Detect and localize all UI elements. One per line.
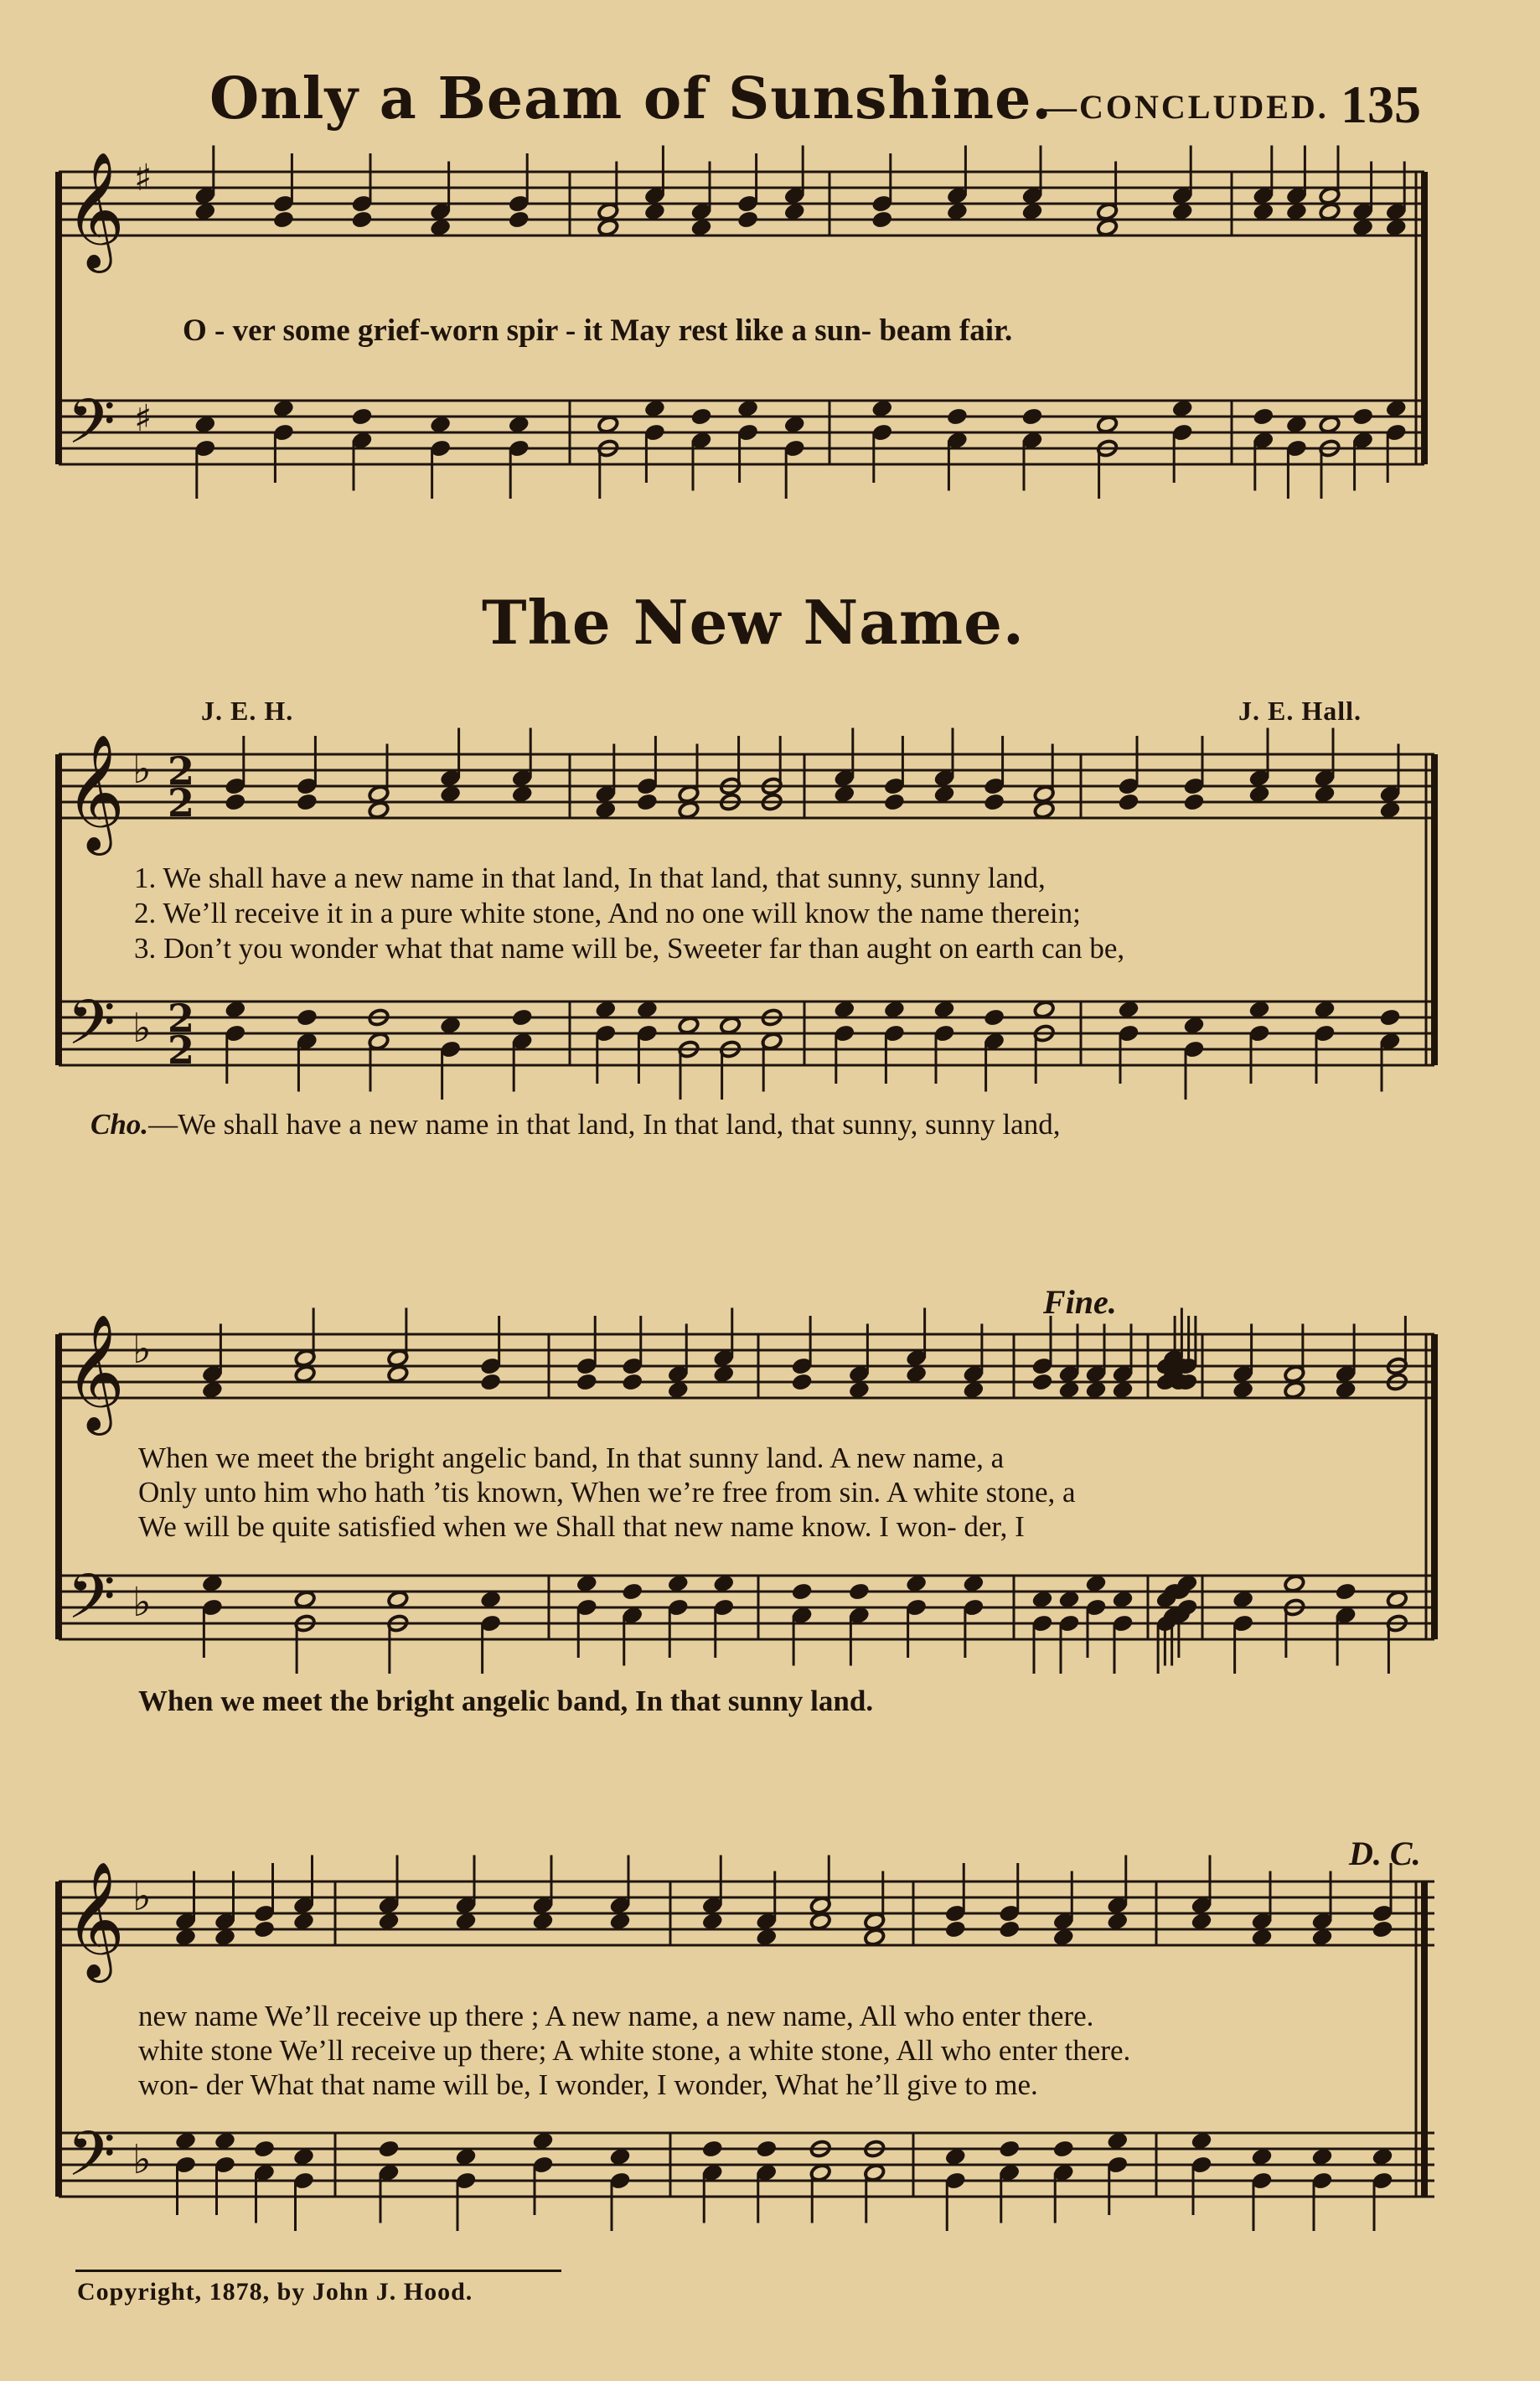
chorus-label: Cho. [90,1108,149,1141]
note-head [1372,2147,1393,2166]
note-head [294,1364,316,1384]
system1-verse1: 1. We shall have a new name in that land, In that land, that sunny, sunny land, [134,862,1046,894]
flat-icon: ♭ [132,1005,152,1052]
note-head [430,218,452,237]
note-head [440,784,462,804]
note-head [1171,399,1193,418]
note-head [643,202,665,221]
system1-chorus [90,1108,1060,1141]
note-head [1021,202,1043,221]
note-head [944,1920,966,1939]
note-head [351,210,373,230]
note-head [296,793,318,812]
chorus-text: —We shall have a new name in that land, In that land, that sunny, sunny land, [148,1108,1061,1141]
treble-clef-icon: 𝄞 [65,1314,125,1431]
note-head [1171,202,1193,221]
copyright-notice: Copyright, 1878, by John J. Hood. [77,2278,473,2306]
note-head [253,2140,275,2159]
note-head [1335,1380,1357,1400]
note-head [690,218,712,237]
note-head [636,1000,658,1019]
note-head [455,2147,477,2166]
note-head [713,1574,735,1593]
note-head [1097,415,1119,434]
note-head [643,399,665,418]
note-head [667,1380,689,1400]
note-head [1233,1590,1254,1609]
system3-verse2: white stone We’ll receive up there; A white stone, a white stone, All who enter there. [138,2034,1131,2067]
note-head [848,1380,870,1400]
section1-lyric: O - ver some grief-worn spir - it May rest like a sun- beam fair. [183,313,1013,348]
note-head [1335,1582,1357,1602]
system2-verse1: When we meet the bright angelic band, In that sunny land. A new name, a [138,1442,1005,1474]
note-head [387,1590,409,1609]
note-head [1031,1373,1053,1392]
treble-clef-icon: 𝄞 [65,734,125,851]
note-head [292,1912,314,1931]
note-head [678,800,700,820]
note-head [636,793,658,812]
note-head [511,784,533,804]
note-head [933,1000,955,1019]
note-head [848,1582,870,1602]
note-head [1033,1000,1055,1019]
note-head [1285,202,1307,221]
note-head [946,407,968,427]
note-head [576,1574,597,1593]
note-head [1052,2140,1074,2159]
note-head [1314,1000,1336,1019]
note-head [253,1920,275,1939]
time-signature-bottom: 2 [168,1027,195,1073]
system2-verse2: Only unto him who hath ’tis known, When we’re free from sin. A white stone, a [138,1476,1076,1509]
note-head [963,1380,984,1400]
note-head [871,210,893,230]
page-number: 135 [1341,75,1421,134]
note-head [576,1373,597,1392]
note-head [1319,415,1341,434]
note-head [1248,1000,1270,1019]
note-head [871,399,893,418]
note-head [1284,1574,1305,1593]
note-head [1118,1000,1139,1019]
note-head [667,1574,689,1593]
note-head [609,2147,631,2166]
flat-icon: ♭ [132,746,152,793]
dc-mark: D. C. [1349,1835,1421,1872]
note-head [1191,1912,1212,1931]
note-head [1118,793,1139,812]
note-head [272,399,294,418]
note-head [595,800,617,820]
note-head [1253,407,1274,427]
note-head [1033,800,1055,820]
note-head [378,2140,400,2159]
note-head [622,1582,643,1602]
note-head [194,202,216,221]
note-head [1052,1928,1074,1947]
note-head [933,784,955,804]
system1-verse3: 3. Don’t you wonder what that name will be, Sweeter far than aught on earth can be, [134,932,1125,965]
note-head [194,415,216,434]
sharp-icon: ♯ [134,157,152,199]
copyright-rule [75,2270,561,2272]
note-head [1385,399,1407,418]
note-head [225,1000,246,1019]
note-head [1058,1590,1080,1609]
note-head [201,1574,223,1593]
concluded-label: —CONCLUDED. [1043,88,1329,126]
bass-clef-icon: 𝄢 [67,386,116,474]
note-head [532,1912,554,1931]
note-head [1085,1574,1107,1593]
note-head [508,210,530,230]
note-head [597,218,619,237]
note-head [1107,2131,1129,2151]
note-head [701,1912,723,1931]
note-head [1107,1912,1129,1931]
note-head [1021,407,1043,427]
note-head [174,1928,196,1947]
song-title: The New Name. [482,587,1025,658]
note-head [1379,1008,1401,1027]
treble-clef-icon: 𝄞 [65,152,125,268]
note-head [1386,1590,1408,1609]
system1-verse2: 2. We’ll receive it in a pure white stone, And no one will know the name therein; [134,897,1081,929]
note-head [368,800,390,820]
note-head [1031,1590,1053,1609]
note-head [597,415,619,434]
note-head [201,1380,223,1400]
note-head [1058,1380,1080,1400]
note-head [984,793,1005,812]
system2-chorus: When we meet the bright angelic band, In that sunny land. [138,1685,874,1717]
note-head [609,1912,631,1931]
bass-clef-icon: 𝄢 [67,986,116,1074]
note-head [737,210,759,230]
note-head [480,1373,502,1392]
note-head [1352,218,1374,237]
note-head [1183,1016,1205,1035]
note-head [387,1364,409,1384]
note-head [622,1373,643,1392]
note-head [430,415,452,434]
note-head [834,1000,855,1019]
sharp-icon: ♯ [134,397,152,440]
time-signature-bottom: 2 [168,780,195,826]
note-head [1385,218,1407,237]
note-head [883,1000,905,1019]
note-head [1248,784,1270,804]
music-credit: J. E. Hall. [1238,696,1362,726]
system2-verse3: We will be quite satisfied when we Shall that new name know. I won- der, I [138,1510,1025,1543]
treble-clef-icon: 𝄞 [65,1861,125,1978]
note-head [999,2140,1021,2159]
note-head [351,407,373,427]
note-head [999,1920,1021,1939]
note-head [791,1582,813,1602]
flat-icon: ♭ [132,1873,152,1920]
note-head [174,2131,196,2151]
note-head [378,1912,400,1931]
note-head [984,1008,1005,1027]
note-head [963,1574,984,1593]
note-head [508,415,530,434]
note-head [1253,202,1274,221]
time-signature-top: 2 [168,996,195,1041]
words-credit: J. E. H. [201,696,294,726]
note-head [532,2131,554,2151]
note-head [946,202,968,221]
note-head [480,1590,502,1609]
note-head [272,210,294,230]
note-head [720,1016,742,1035]
note-head [883,793,905,812]
note-head [1319,202,1341,221]
note-head [1311,1928,1333,1947]
note-head [1314,784,1336,804]
flat-icon: ♭ [132,2136,152,2183]
note-head [678,1016,700,1035]
note-head [440,1016,462,1035]
note-head [1352,407,1374,427]
note-head [791,1373,813,1392]
system3-verse1: new name We’ll receive up there ; A new name, a new name, All who enter there. [138,2000,1094,2032]
note-head [701,2140,723,2159]
note-head [1233,1380,1254,1400]
note-head [809,1912,831,1931]
note-head [1379,800,1401,820]
note-head [511,1008,533,1027]
note-head [756,1928,778,1947]
note-head [1097,218,1119,237]
note-head [1085,1380,1107,1400]
note-head [595,1000,617,1019]
note-head [1372,1920,1393,1939]
note-head [225,793,246,812]
note-head [296,1008,318,1027]
note-head [455,1912,477,1931]
note-head [214,2131,235,2151]
note-head [1112,1590,1134,1609]
time-signature-top: 2 [168,748,195,794]
previous-song-title: Only a Beam of Sunshine. [209,65,1053,132]
flat-icon: ♭ [132,1326,152,1373]
note-head [1251,2147,1273,2166]
flat-icon: ♭ [132,1579,152,1626]
note-head [1311,2147,1333,2166]
note-head [756,2140,778,2159]
note-head [713,1364,735,1384]
note-head [1191,2131,1212,2151]
note-head [292,2147,314,2166]
note-head [906,1364,928,1384]
note-head [864,1928,886,1947]
note-head [834,784,855,804]
bass-clef-icon: 𝄢 [67,2118,116,2206]
fine-mark: Fine. [1043,1283,1117,1321]
note-head [1183,793,1205,812]
note-head [1285,415,1307,434]
note-head [944,2147,966,2166]
note-head [1284,1380,1305,1400]
note-head [737,399,759,418]
bass-clef-icon: 𝄢 [67,1561,116,1649]
note-head [783,202,805,221]
note-head [690,407,712,427]
note-head [1112,1380,1134,1400]
system3-verse3: won- der What that name will be, I wonder, I wonder, What he’ll give to me. [138,2068,1038,2101]
note-head [783,415,805,434]
note-head [214,1928,235,1947]
note-head [906,1574,928,1593]
note-head [1251,1928,1273,1947]
note-head [294,1590,316,1609]
